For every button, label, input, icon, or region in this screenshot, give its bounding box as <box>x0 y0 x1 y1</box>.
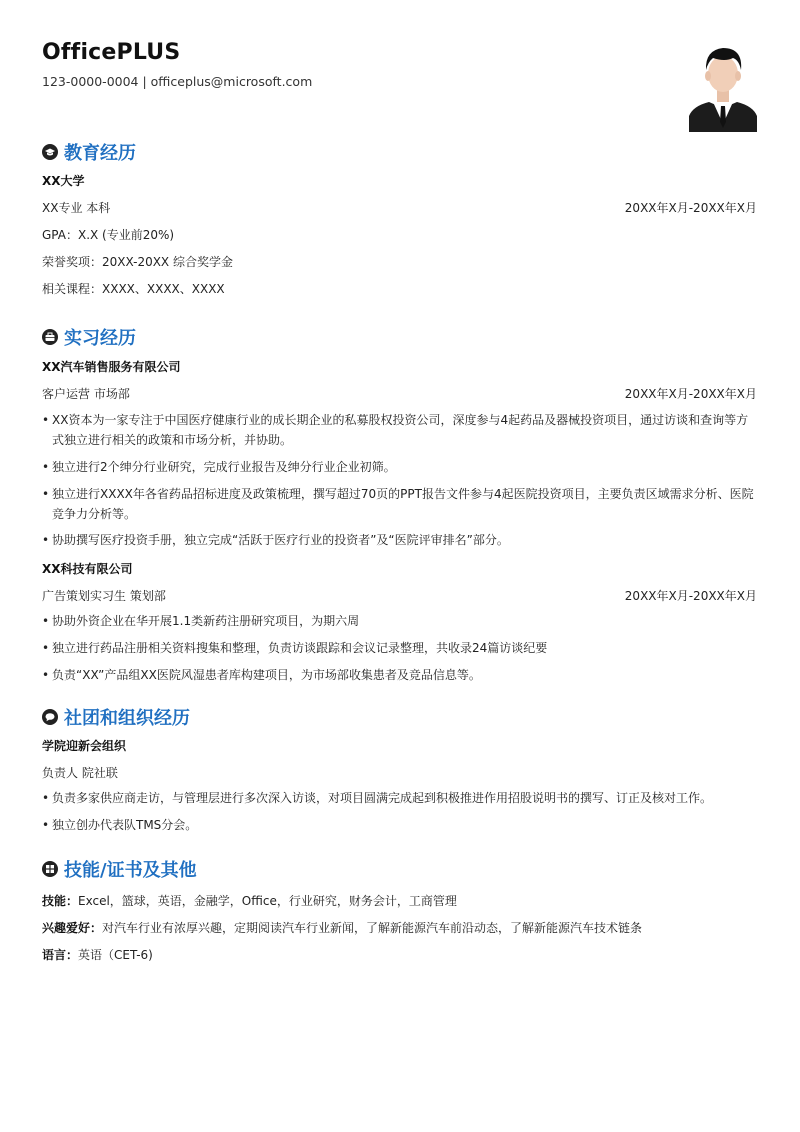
list-item <box>42 788 760 808</box>
skills-line <box>42 892 457 909</box>
bullet-text: 独立进行XXXX年各省药品招标进度及政策梳理，撰写超过70页的PPT报告文件参与4起医院投资项目，主要负责区域需求分析、医院竞争力分析等。 <box>52 487 754 521</box>
briefcase-icon <box>42 329 58 345</box>
bullet-text: XX资本为一家专注于中国医疗健康行业的成长期企业的私募股权投资公司，深度参与4起药品及器械投资项目，通过访谈和查询等方式独立进行相关的政策和市场分析，并协助。 <box>52 413 749 447</box>
list-item <box>42 638 760 658</box>
job-date: 20XX年X月-20XX年X月 <box>624 387 757 401</box>
list-item <box>42 611 760 631</box>
gpa: GPA：X.X (专业前20%) <box>42 228 175 242</box>
job-date: 20XX年X月-20XX年X月 <box>624 589 757 603</box>
list-item <box>42 815 760 835</box>
section-title: 实习经历 <box>64 328 136 349</box>
graduation-cap-icon <box>42 144 58 160</box>
skills-heading <box>42 856 197 882</box>
language-key: 语言： <box>42 948 79 962</box>
bullet-dot: • <box>42 818 50 832</box>
club-role: 负责人 院社联 <box>42 766 118 780</box>
avatar <box>689 42 757 132</box>
candidate-name: OfficePLUS <box>42 40 181 65</box>
courses: 相关课程：XXXX、XXXX、XXXX <box>42 282 225 296</box>
bullet-dot: • <box>42 460 50 474</box>
skills-key: 技能： <box>42 894 79 908</box>
skills-value: Excel，篮球，英语，金融学，Office，行业研究，财务会计，工商管理 <box>78 894 457 908</box>
company-name: XX科技有限公司 <box>42 562 133 576</box>
language-line <box>42 946 153 963</box>
list-item <box>42 410 760 450</box>
job-role: 广告策划实习生 策划部 <box>42 589 166 603</box>
job-role: 客户运营 市场部 <box>42 387 130 401</box>
list-item <box>42 484 760 524</box>
contact-info: 123-0000-0004 | officeplus@microsoft.com <box>42 74 313 89</box>
education-date: 20XX年X月-20XX年X月 <box>624 201 757 215</box>
chat-bubble-icon <box>42 709 58 725</box>
interests-value: 对汽车行业有浓厚兴趣，定期阅读汽车行业新闻，了解新能源汽车前沿动态，了解新能源汽车技术链条 <box>102 921 643 935</box>
language-value: 英语（CET-6) <box>78 948 153 962</box>
bullet-text: 独立进行2个绅分行业研究，完成行业报告及绅分行业企业初筛。 <box>52 460 396 474</box>
bullet-text: 独立进行药品注册相关资料搜集和整理，负责访谈跟踪和会议记录整理，共收录24篇访谈纪要 <box>52 641 548 655</box>
bullet-text: 协助撰写医疗投资手册，独立完成“活跃于医疗行业的投资者”及“医院评审排名”部分。 <box>52 533 509 547</box>
bullet-text: 负责多家供应商走访，与管理层进行多次深入访谈，对项目圆满完成起到积极推进作用招股说明书的撰写、订正及核对工作。 <box>52 791 713 805</box>
interests-line <box>42 919 642 936</box>
section-title: 教育经历 <box>64 143 136 164</box>
club-heading <box>42 704 190 730</box>
bullet-dot: • <box>42 614 50 628</box>
bullet-dot: • <box>42 791 50 805</box>
section-title: 技能/证书及其他 <box>64 860 197 881</box>
education-heading <box>42 139 136 165</box>
bullet-dot: • <box>42 533 50 547</box>
bullet-text: 独立创办代表队TMS分会。 <box>52 818 198 832</box>
list-item <box>42 530 760 550</box>
school-name: XX大学 <box>42 174 85 188</box>
organization-name: 学院迎新会组织 <box>42 739 127 753</box>
bullet-dot: • <box>42 668 50 682</box>
bullet-dot: • <box>42 641 50 655</box>
bullet-text: 负责“XX”产品组XX医院风湿患者库构建项目，为市场部收集患者及竞品信息等。 <box>52 668 481 682</box>
bullet-dot: • <box>42 413 50 427</box>
section-title: 社团和组织经历 <box>64 708 190 729</box>
honors: 荣誉奖项：20XX-20XX 综合奖学金 <box>42 255 233 269</box>
list-item <box>42 457 760 477</box>
major-degree: XX专业 本科 <box>42 201 111 215</box>
interests-key: 兴趣爱好： <box>42 921 103 935</box>
list-item <box>42 665 760 685</box>
bullet-dot: • <box>42 487 50 501</box>
internship-heading <box>42 324 136 350</box>
company-name: XX汽车销售服务有限公司 <box>42 360 181 374</box>
bullet-text: 协助外资企业在华开展1.1类新药注册研究项目，为期六周 <box>52 614 360 628</box>
grid-icon <box>42 861 58 877</box>
